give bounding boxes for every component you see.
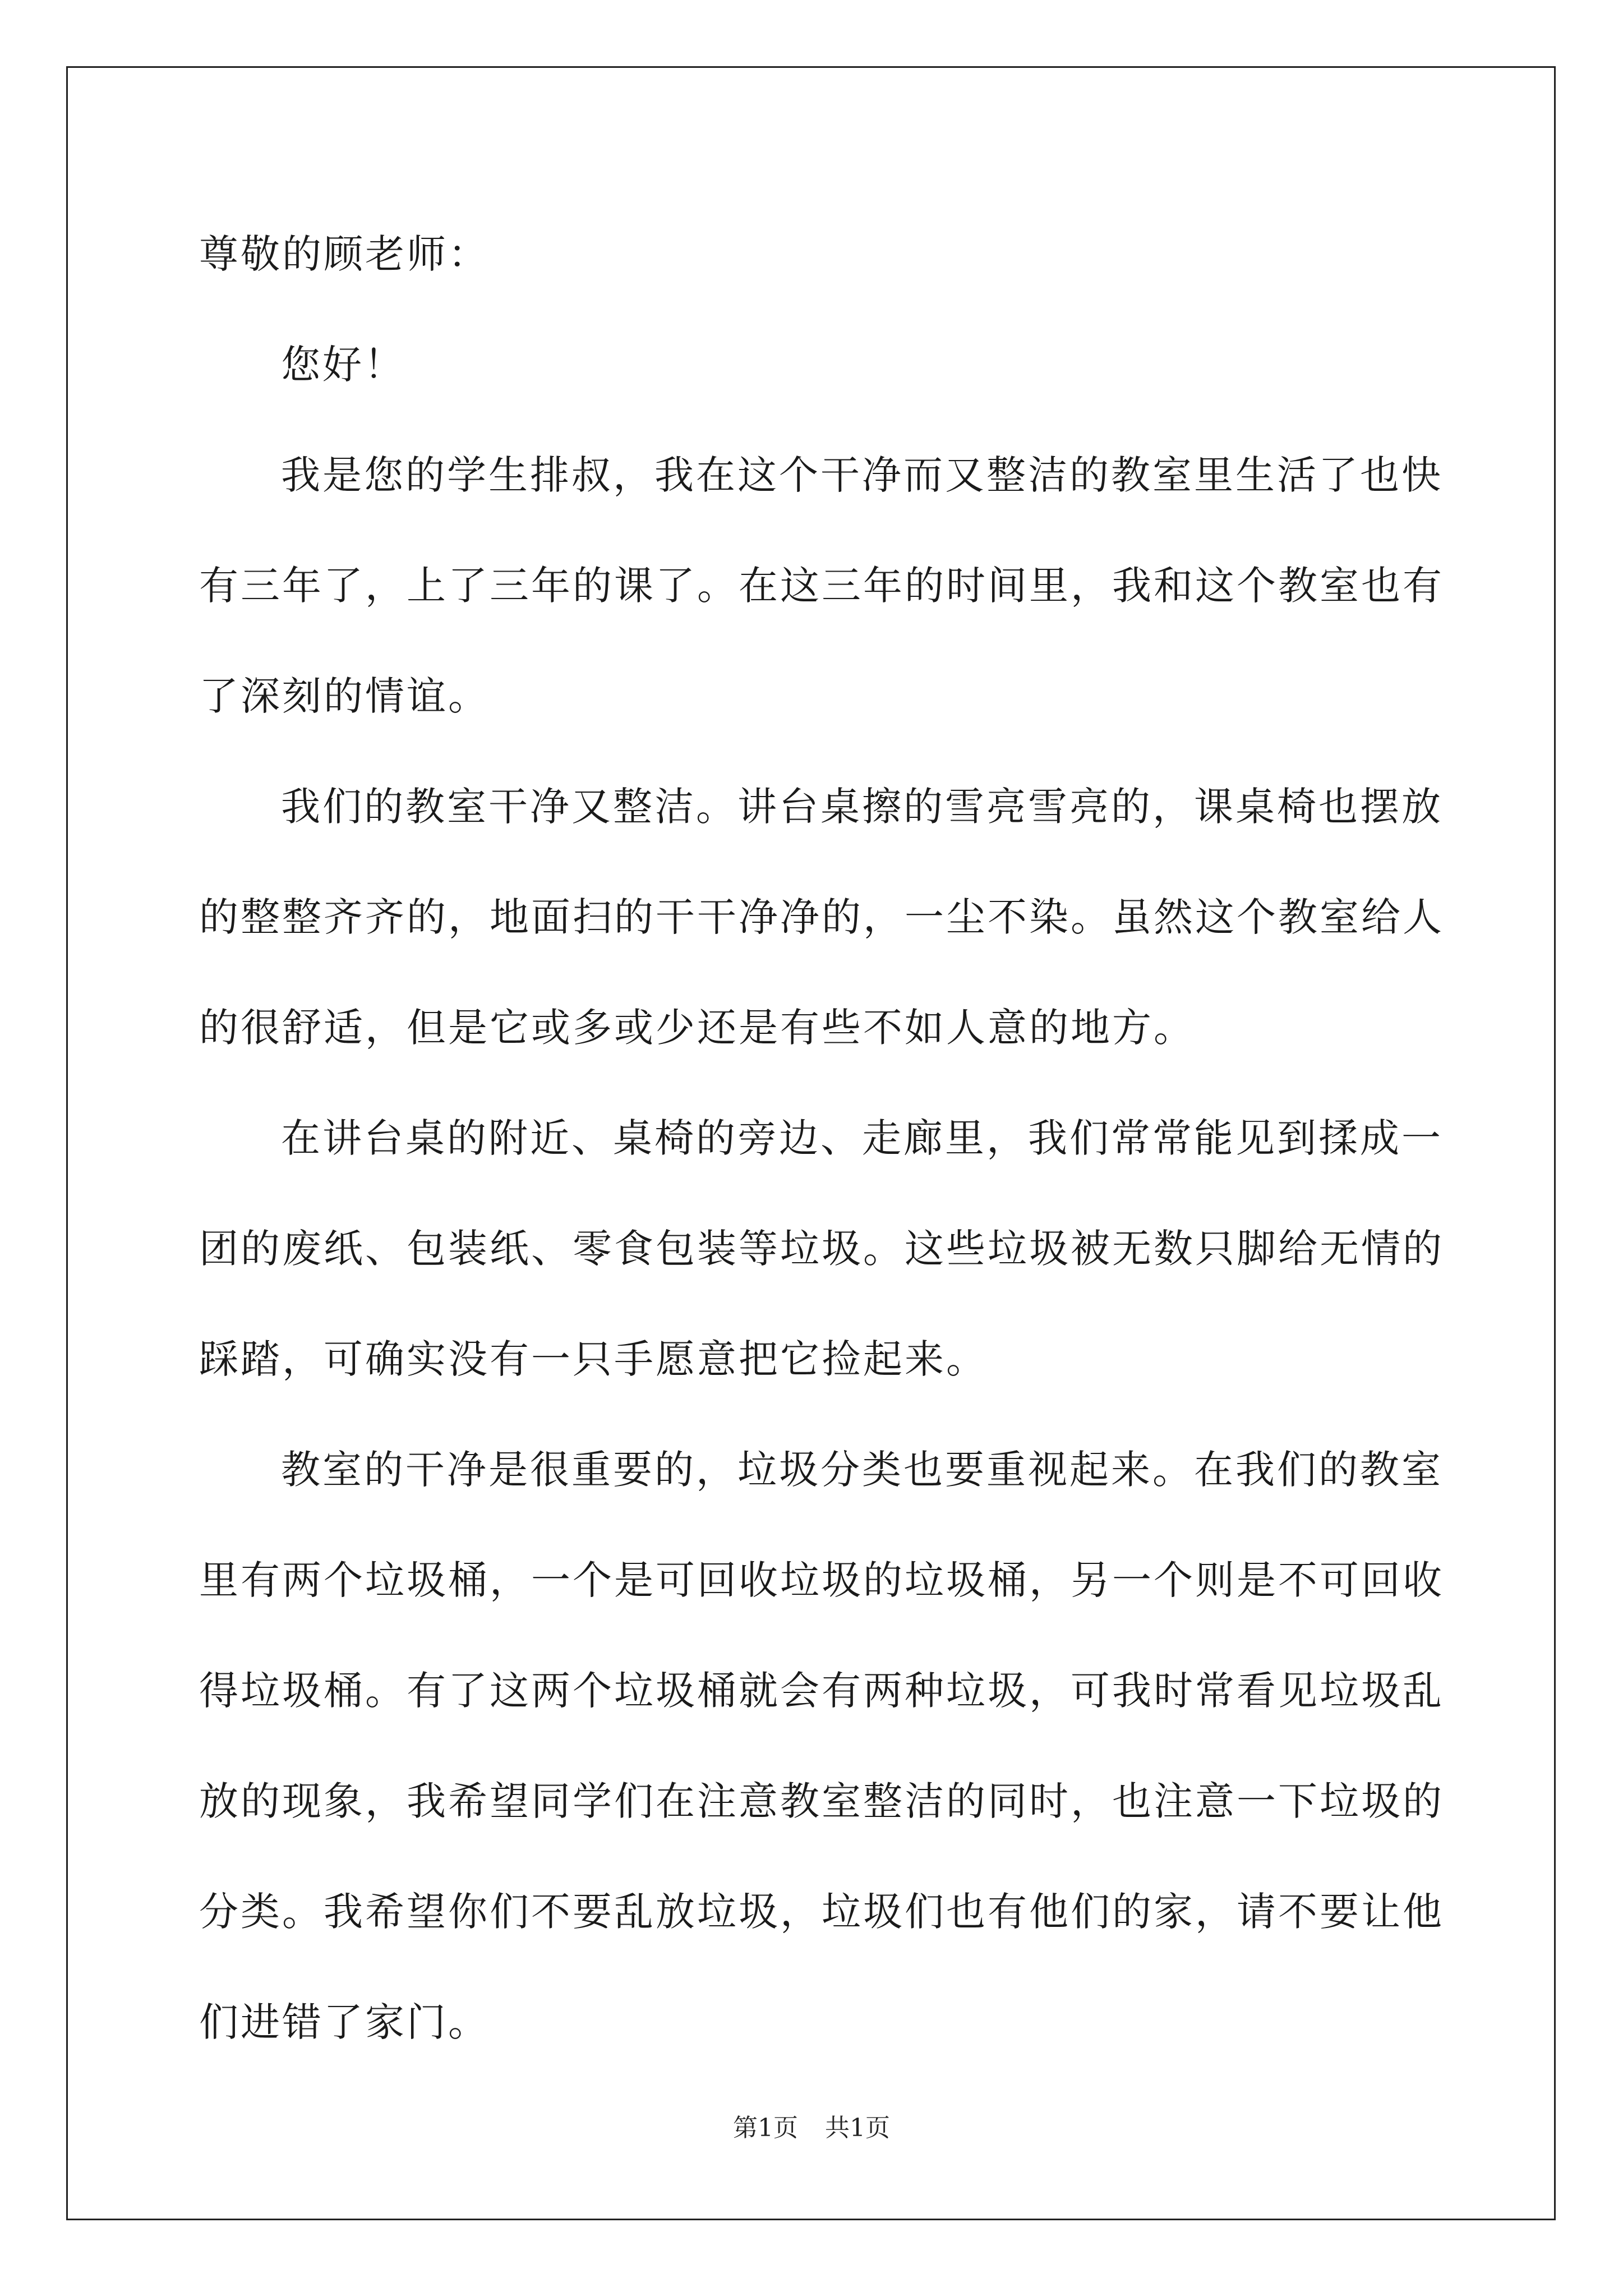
paragraph-4-line-2: 里有两个垃圾桶，一个是可回收垃圾的垃圾桶，另一个则是不可回收 <box>199 1557 1444 1603</box>
page-total: 共1页 <box>825 2114 890 2142</box>
page-footer <box>0 2111 1623 2145</box>
paragraph-3-line-3: 踩踏，可确实没有一只手愿意把它捡起来。 <box>199 1336 988 1382</box>
paragraph-4-line-3: 得垃圾桶。有了这两个垃圾桶就会有两种垃圾，可我时常看见垃圾乱 <box>199 1668 1444 1714</box>
paragraph-4-line-4: 放的现象，我希望同学们在注意教室整洁的同时，也注意一下垃圾的 <box>199 1778 1444 1824</box>
paragraph-1-line-2: 有三年了，上了三年的课了。在这三年的时间里，我和这个教室也有 <box>199 563 1444 609</box>
paragraph-1-line-3: 了深刻的情谊。 <box>199 673 490 719</box>
paragraph-2-line-2: 的整整齐齐的，地面扫的干干净净的，一尘不染。虽然这个教室给人 <box>199 894 1444 940</box>
greeting: 您好！ <box>281 342 405 388</box>
paragraph-4-line-1: 教室的干净是很重要的，垃圾分类也要重视起来。在我们的教室 <box>281 1447 1443 1493</box>
paragraph-4-line-5: 分类。我希望你们不要乱放垃圾，垃圾们也有他们的家，请不要让他 <box>199 1889 1444 1935</box>
salutation: 尊敬的顾老师： <box>199 231 490 277</box>
paragraph-3-line-1: 在讲台桌的附近、桌椅的旁边、走廊里，我们常常能见到揉成一 <box>281 1115 1443 1161</box>
paragraph-4-line-6: 们进错了家门。 <box>199 1999 490 2045</box>
paragraph-2-line-3: 的很舒适，但是它或多或少还是有些不如人意的地方。 <box>199 1005 1195 1051</box>
paragraph-1-line-1: 我是您的学生排叔，我在这个干净而又整洁的教室里生活了也快 <box>281 452 1443 498</box>
paragraph-2-line-1: 我们的教室干净又整洁。讲台桌擦的雪亮雪亮的，课桌椅也摆放 <box>281 784 1443 830</box>
page-number: 第1页 <box>733 2114 798 2142</box>
paragraph-3-line-2: 团的废纸、包装纸、零食包装等垃圾。这些垃圾被无数只脚给无情的 <box>199 1226 1444 1272</box>
